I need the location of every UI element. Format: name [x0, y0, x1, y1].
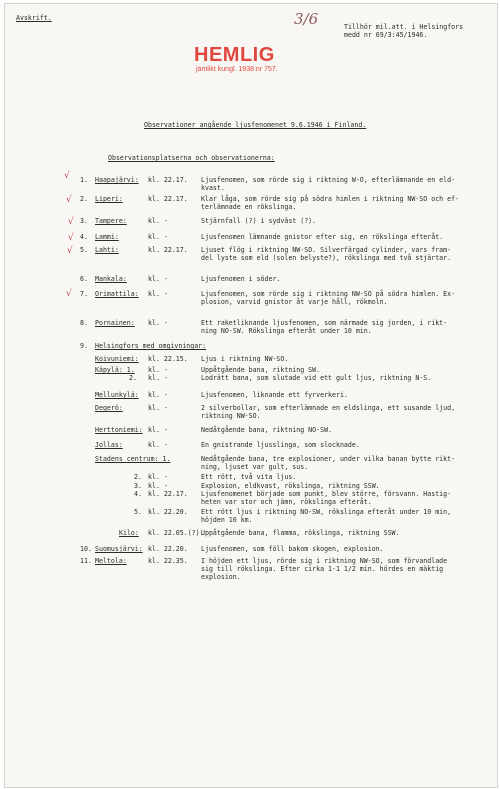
time-of-observation: kl. -	[148, 290, 168, 298]
time-of-observation: kl. 22.05.(?).	[148, 529, 204, 537]
place-name: Meltola:	[95, 557, 127, 565]
check-mark: √	[68, 233, 74, 243]
place-name: Helsingfors med omgivningar:	[95, 342, 207, 350]
check-mark: √	[67, 246, 73, 256]
time-of-observation: kl. 22.20.	[148, 545, 188, 553]
document-title: Observationer angående ljusfenomenet 9.6.1946 i Finland.	[144, 121, 367, 129]
time-of-observation: kl. -	[148, 319, 168, 327]
stamp-title: HEMLIG	[194, 44, 275, 66]
time-of-observation: kl. -	[148, 426, 168, 434]
time-of-observation: kl. -	[148, 233, 168, 241]
ownership-note-line-2: medd nr 69/3:45/1946.	[344, 31, 428, 39]
observation-text: Ljusfenomen i söder.	[201, 275, 281, 283]
place-name: Kilo:	[119, 529, 139, 537]
item-number: 9.	[80, 342, 88, 350]
time-of-observation: kl. 22.20.	[148, 508, 188, 516]
observation-text: Lodrätt bana, som slutade vid ett gult ljus, riktning N-S.	[201, 374, 432, 382]
place-name: Lammi:	[95, 233, 119, 241]
place-name: 2.	[129, 374, 137, 382]
observation-text: Ljusfenomen, som föll bakom skogen, explosion.	[201, 545, 384, 553]
item-number: 3.	[80, 217, 88, 225]
time-of-observation: kl. -	[148, 391, 168, 399]
place-name: Pornainen:	[95, 319, 135, 327]
time-of-observation: kl. 22.17.	[148, 195, 188, 203]
time-of-observation: kl. -	[148, 366, 168, 374]
item-number: 2.	[80, 195, 88, 203]
observation-text: Ljusfenomenet började som punkt, blev större, försvann. Hastig-	[201, 490, 452, 498]
observation-text: del lyste som eld (solen belyste?), rökslinga med två stjärtar.	[201, 254, 452, 262]
item-number: 1.	[80, 176, 88, 184]
observation-text: explosion.	[201, 573, 241, 581]
time-of-observation: kl. -	[148, 275, 168, 283]
observation-text: Stjärnfall (?) i sydväst (?).	[201, 217, 317, 225]
observation-text: Nedåtgående bana, riktning NO-SW.	[201, 426, 333, 434]
place-name: Haapajärvi:	[95, 176, 139, 184]
observation-text: Uppåtgående bana, riktning SW.	[201, 366, 321, 374]
time-of-observation: kl. -	[148, 404, 168, 412]
place-name: Herttoniemi:	[95, 426, 143, 434]
section-heading: Observationsplatserna och observationerna:	[108, 154, 275, 162]
place-name: 3.	[134, 482, 142, 490]
place-name: Lahti:	[95, 246, 119, 254]
observation-text: 2 silverbollar, som efterlämnade en eldslinga, ett susande ljud,	[201, 404, 456, 412]
check-mark: √	[66, 289, 72, 299]
place-name: Degerö:	[95, 404, 123, 412]
observation-text: Klar låga, som rörde sig på södra himlen i riktning NW-SO och ef-	[201, 195, 460, 203]
time-of-observation: kl. 22.17.	[148, 490, 188, 498]
time-of-observation: kl. 22.17.	[148, 246, 188, 254]
observation-text: höjden 10 km.	[201, 516, 253, 524]
observation-text: Ljusfenomen, som rörde sig i riktning W-O, efterlämnande en eld-	[201, 176, 456, 184]
place-name: 5.	[134, 508, 142, 516]
stamp-subtitle: jämlikt kungl. 1938 nr 757.	[196, 66, 278, 73]
observation-text: En gnistrande ljusslinga, som slocknade.	[201, 441, 360, 449]
check-mark: √	[64, 171, 70, 181]
place-name: Käpylä: 1.	[95, 366, 135, 374]
observation-text: Ett raketliknande ljusfenomen, som närmade sig jorden, i rikt-	[201, 319, 448, 327]
observation-text: sig till rökslinga. Efter cirka 1-1 1/2 min. hördes en mäktig	[201, 565, 444, 573]
time-of-observation: kl. 22.17.	[148, 176, 188, 184]
observation-text: Ljus i riktning NW-SO.	[201, 355, 289, 363]
observation-text: Ljusfenomen, liknande ett fyrverkeri.	[201, 391, 348, 399]
place-name: Orimattila:	[95, 290, 139, 298]
observation-text: Ett rött, två vita ljus.	[201, 473, 297, 481]
observation-text: heten var stor och jämn, rökslinga efteråt.	[201, 498, 372, 506]
item-number: 5.	[80, 246, 88, 254]
item-number: 8.	[80, 319, 88, 327]
place-name: Tampere:	[95, 217, 127, 225]
time-of-observation: kl. -	[148, 441, 168, 449]
time-of-observation: kl. 22.35.	[148, 557, 188, 565]
place-name: Koivuniemi:	[95, 355, 139, 363]
item-number: 6.	[80, 275, 88, 283]
observation-text: plosion, varvid gnistor åt varje håll, rökmoln.	[201, 298, 388, 306]
avskrift-label: Avskrift.	[16, 14, 52, 22]
time-of-observation: kl. -	[148, 217, 168, 225]
observation-text: Ett rött ljus i riktning NO-SW, rökslinga efteråt under 10 min,	[201, 508, 452, 516]
time-of-observation: kl. -	[148, 482, 168, 490]
item-number: 10.	[80, 545, 92, 553]
place-name: Jollas:	[95, 441, 123, 449]
observation-text: Ljusfenomen lämnande gnistor efter sig, en rökslinga efteråt.	[201, 233, 444, 241]
place-name: Mankala:	[95, 275, 127, 283]
ownership-note-line-1: Tillhör mil.att. i Helsingfors	[344, 23, 464, 31]
observation-text: I höjden ett ljus, rörde sig i riktning NW-SO, som förvandlade	[201, 557, 448, 565]
place-name: Stadens centrum: 1.	[95, 455, 171, 463]
item-number: 7.	[80, 290, 88, 298]
observation-text: Ljuset flög i riktning NW-SO. Silverfärgad cylinder, vars fram-	[201, 246, 452, 254]
place-name: Mellunkylä:	[95, 391, 139, 399]
place-name: 4.	[134, 490, 142, 498]
time-of-observation: kl. 22.15.	[148, 355, 188, 363]
time-of-observation: kl. -	[148, 473, 168, 481]
observation-text: Nedåtgående bana, tre explosioner, under vilka banan bytte rikt-	[201, 455, 456, 463]
observation-text: ning, ljuset var gult, sus.	[201, 463, 309, 471]
observation-text: Ljusfenomen, som rörde sig i riktning NW-SO på södra himlen. Ex-	[201, 290, 456, 298]
item-number: 4.	[80, 233, 88, 241]
observation-text: ning NO-SW. Rökslinga efteråt under 10 min.	[201, 327, 372, 335]
observation-text: terlämnade en rökslinga.	[201, 203, 297, 211]
check-mark: √	[68, 217, 74, 227]
place-name: Suomusjärvi:	[95, 545, 143, 553]
handwritten-page-number: 3/6	[294, 10, 319, 28]
observation-text: kvast.	[201, 184, 225, 192]
item-number: 11.	[80, 557, 92, 565]
time-of-observation: kl. -	[148, 374, 168, 382]
place-name: 2.	[134, 473, 142, 481]
check-mark: √	[66, 195, 72, 205]
observation-text: Explosion, eldkvast, rökslinga, riktning SSW.	[201, 482, 380, 490]
observation-text: riktning NW-SO.	[201, 412, 261, 420]
observation-text: Uppåtgående bana, flamma, rökslinga, riktning SSW.	[201, 529, 400, 537]
place-name: Liperi:	[95, 195, 123, 203]
